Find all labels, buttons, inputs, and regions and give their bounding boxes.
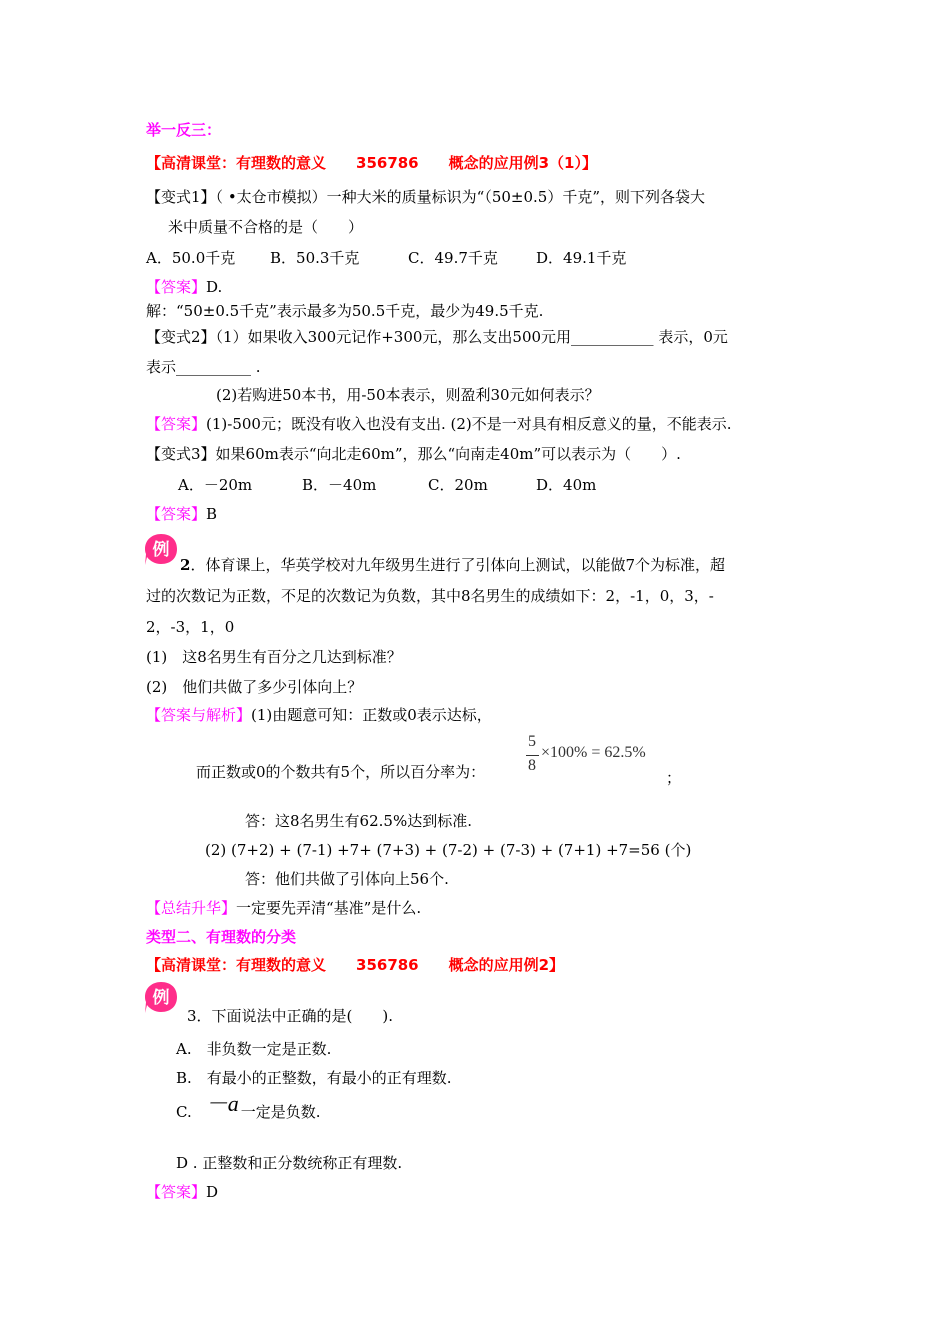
lesson-link-2[interactable]: 【高清课堂：有理数的意义 356786 概念的应用例2】 (146, 956, 565, 974)
example-2-answer-line-1: 【答案与解析】(1)由题意可知：正数或0表示达标， (146, 706, 492, 724)
example-3-option-c: C. －a 一定是负数. (176, 1091, 321, 1121)
variant-1-question: 【变式1】（ •太仓市模拟）一种大米的质量标识为“（50±0.5）千克”，则下列各袋大 (146, 188, 706, 206)
variant-2-question-cont: 表示__________ . (146, 358, 261, 376)
variant-3-answer: 【答案】B (146, 505, 218, 523)
example-2-q1: (1) 这8名男生有百分之几达到标准？ (146, 648, 402, 666)
variant-2-question: 【变式2】（1）如果收入300元记作+300元，那么支出500元用___________ 表示，0元 (146, 328, 728, 346)
svg-text:例: 例 (152, 988, 170, 1008)
option-a: A．－20m (178, 476, 253, 494)
example-2-question-cont: 过的次数记为正数，不足的次数记为负数，其中8名男生的成绩如下：2，-1，0，3，- (146, 587, 714, 605)
example-2-answer-line-3: 答：这8名男生有62.5%达到标准. (245, 812, 472, 830)
math-neg-a: －a (205, 1091, 239, 1116)
answer-tag: 【答案】 (146, 1183, 207, 1201)
example-2-question-data: 2，-3，1，0 (146, 618, 235, 636)
example-2-q2: (2) 他们共做了多少引体向上？ (146, 678, 363, 696)
option-c: C．20m (428, 476, 488, 494)
fraction-bar (526, 755, 539, 756)
variant-3-question: 【变式3】如果60m表示“向北走60m”，那么“向南走40m”可以表示为（ ）. (146, 445, 681, 463)
example-3-question: 3．下面说法中正确的是( ). (187, 1007, 394, 1025)
example-badge-icon (144, 980, 178, 1014)
variant-2-tag: 【变式2】 (146, 328, 216, 346)
formula-semicolon: ； (666, 769, 682, 787)
formula-rest: ×100% = 62.5% (541, 744, 646, 761)
example-2-summary: 【总结升华】一定要先弄清“基准”是什么. (146, 899, 422, 917)
answer-tag: 【答案】 (146, 278, 207, 296)
variant-1-question-cont: 米中质量不合格的是（ ） (168, 218, 364, 236)
example-badge-icon (144, 532, 178, 566)
variant-2-answer: 【答案】(1)-500元；既没有收入也没有支出. (2)不是一对具有相反意义的量，不能表示. (146, 415, 732, 433)
variant-1-answer: 【答案】D. (146, 278, 223, 296)
variant-3-options (178, 475, 596, 495)
answer-tag: 【答案】 (146, 505, 207, 523)
option-d: D．40m (536, 476, 597, 494)
section-heading-type-2: 类型二、有理数的分类 (146, 928, 297, 946)
example-3-answer: 【答案】D (146, 1183, 219, 1201)
variant-1-tag: 【变式1】 (146, 188, 216, 206)
option-c: C．49.7千克 (408, 249, 498, 267)
variant-2-part-2: (2)若购进50本书，用-50本表示，则盈利30元如何表示？ (216, 386, 600, 404)
fraction-denominator: 8 (528, 757, 536, 774)
example-2-number: 2 (180, 556, 191, 574)
variant-1-solution: 解：“50±0.5千克”表示最多为50.5千克，最少为49.5千克. (146, 302, 544, 320)
option-a: A．50.0千克 (146, 249, 236, 267)
answer-analysis-tag: 【答案与解析】 (146, 706, 252, 724)
variant-1-options (146, 248, 626, 268)
example-2-answer-line-4: (2) (7+2) + (7-1) +7+ (7+3) + (7-2) + (7-3) + (7+1) +7=56 (个) (205, 841, 692, 859)
svg-text:例: 例 (152, 540, 170, 560)
option-d: D．49.1千克 (536, 249, 627, 267)
example-2-answer-line-2: 而正数或0的个数共有5个，所以百分率为： (196, 763, 486, 781)
example-2-question: 2．体育课上，华英学校对九年级男生进行了引体向上测试，以能做7个为标准，超 (180, 556, 725, 574)
fraction-numerator: 5 (528, 733, 536, 750)
example-2-answer-line-5: 答：他们共做了引体向上56个. (245, 870, 449, 888)
summary-tag: 【总结升华】 (146, 899, 237, 917)
section-heading-examples: 举一反三： (146, 121, 222, 139)
lesson-link-1[interactable]: 【高清课堂：有理数的意义 356786 概念的应用例3（1）】 (146, 154, 597, 172)
example-3-option-b: B. 有最小的正整数，有最小的正有理数. (176, 1069, 452, 1087)
answer-tag: 【答案】 (146, 415, 207, 433)
variant-3-tag: 【变式3】 (146, 445, 216, 463)
example-3-option-d: D . 正整数和正分数统称正有理数. (176, 1154, 403, 1172)
option-b: B．－40m (302, 476, 377, 494)
option-b: B．50.3千克 (270, 249, 360, 267)
example-3-option-a: A. 非负数一定是正数. (176, 1040, 332, 1058)
